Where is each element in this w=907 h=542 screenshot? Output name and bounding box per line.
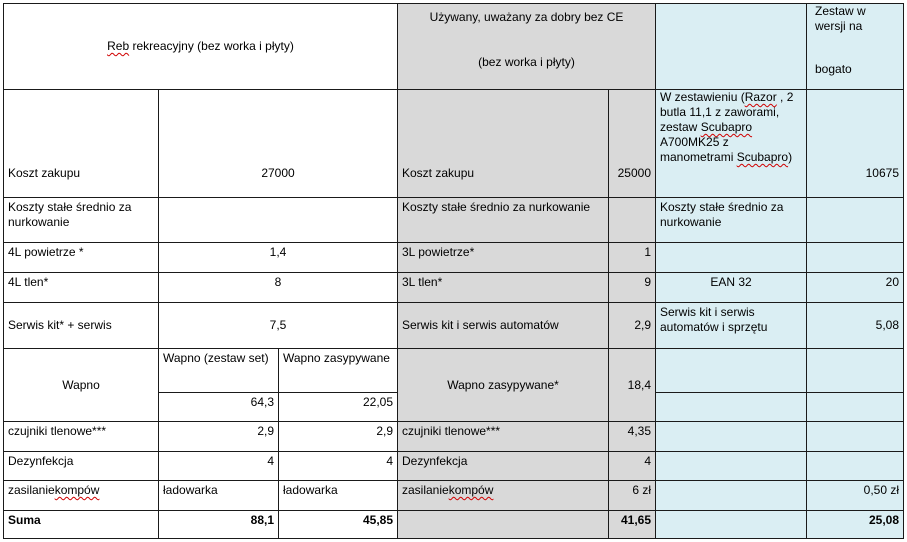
fixed-costs-used-label-text: Koszty stałe średnio za nurkowanie	[402, 200, 591, 214]
disinfection-v2-text: 4	[386, 454, 393, 468]
service-reb-value	[158, 302, 398, 349]
air-used-value-text: 1	[644, 245, 651, 259]
power-label-b: kompów	[54, 483, 100, 497]
fixed-costs-used-label	[397, 197, 609, 243]
set-desc-scubapro1: Scubapro	[700, 120, 753, 134]
total-set-value-text: 25,08	[868, 513, 899, 527]
purchase-reb-value-text: 27000	[261, 166, 295, 180]
fixed-costs-set-empty	[806, 197, 904, 243]
total-v1	[158, 510, 279, 539]
power-v2-text: ładowarka	[283, 483, 338, 497]
header-used	[397, 3, 656, 90]
sensors-label-text: czujniki tlenowe***	[8, 424, 107, 438]
sensors-v2-text: 2,9	[376, 424, 393, 438]
oxygen-label	[3, 272, 159, 303]
disinfection-label-text: Dezynfekcja	[8, 454, 74, 468]
set-title-line1: Zestaw w wersji na	[815, 4, 866, 33]
sensors-set-value-empty	[806, 421, 904, 452]
total-used-empty	[397, 510, 609, 539]
reb-title-rest: rekreacyjny (bez worka i płyty)	[129, 39, 294, 53]
disinfection-v1	[158, 451, 279, 481]
sensors-used-value-text: 4,35	[627, 424, 651, 438]
sensors-v1	[158, 421, 279, 452]
reb-word: Reb	[107, 39, 130, 53]
service-set-label	[655, 302, 807, 349]
oxygen-reb-value	[158, 272, 398, 303]
power-label	[3, 480, 159, 511]
header-set-desc	[655, 3, 807, 90]
service-used-value-text: 2,9	[634, 318, 651, 332]
total-set-value	[806, 510, 904, 539]
oxygen-set-label-text: EAN 32	[710, 275, 752, 289]
purchase-label-text: Koszt zakupu	[8, 166, 81, 180]
power-set-value-text: 0,50 zł	[863, 483, 899, 497]
fixed-costs-set-label	[655, 197, 807, 243]
set-desc-b: , 2 butla 11,1 z zaworami, zestaw	[660, 90, 794, 134]
purchase-used-label	[397, 89, 609, 198]
oxygen-reb-value-text: 8	[274, 275, 282, 289]
lime-set-empty-top	[655, 348, 807, 393]
power-set-empty	[655, 480, 807, 511]
oxygen-label-text: 4L tlen*	[8, 275, 49, 289]
sensors-used-label-text: czujniki tlenowe***	[402, 424, 501, 438]
total-used-value-text: 41,65	[620, 513, 651, 527]
total-v2	[278, 510, 398, 539]
lime-sub2-value-text: 22,05	[362, 395, 393, 409]
purchase-used-label-text: Koszt zakupu	[402, 166, 475, 180]
set-desc-a: W zestawieniu (	[660, 90, 745, 104]
header-reb	[3, 3, 398, 90]
lime-set-empty-top-value	[806, 348, 904, 393]
lime-sub1-value	[158, 392, 279, 422]
sensors-v2	[278, 421, 398, 452]
set-desc-c: A700MK25 z manometrami	[660, 135, 737, 164]
air-reb-value-text: 1,4	[269, 245, 287, 259]
total-v2-text: 45,85	[362, 513, 393, 527]
power-used-value-text: 6 zł	[632, 483, 651, 497]
set-desc-razor: Razor	[744, 90, 777, 104]
disinfection-v1-text: 4	[267, 454, 274, 468]
lime-set-empty-bottom-value	[806, 392, 904, 422]
disinfection-used-value	[608, 451, 656, 481]
total-label-text: Suma	[8, 513, 41, 527]
disinfection-set-value-empty	[806, 451, 904, 481]
total-used-value	[608, 510, 656, 539]
purchase-used-value-text: 25000	[617, 166, 651, 180]
lime-label-text: Wapno	[62, 377, 100, 392]
sensors-label	[3, 421, 159, 452]
service-used-value	[608, 302, 656, 349]
sensors-v1-text: 2,9	[257, 424, 274, 438]
purchase-label	[3, 89, 159, 198]
air-label	[3, 242, 159, 273]
set-desc-scubapro2: Scubapro	[736, 150, 789, 164]
header-set	[806, 3, 904, 90]
disinfection-set-empty	[655, 451, 807, 481]
sensors-used-value	[608, 421, 656, 452]
oxygen-set-value-text: 20	[885, 275, 899, 289]
purchase-used-value	[608, 89, 656, 198]
lime-used-label	[397, 348, 609, 422]
air-used-value	[608, 242, 656, 273]
power-used-label-b: kompów	[448, 483, 494, 497]
service-used-label-text: Serwis kit i serwis automatów	[402, 318, 559, 332]
service-label-text: Serwis kit* + serwis	[8, 318, 112, 332]
sensors-used-label	[397, 421, 609, 452]
power-label-a: zasilanie	[8, 483, 55, 497]
power-v2	[278, 480, 398, 511]
oxygen-used-label-text: 3L tlen*	[402, 275, 443, 289]
sensors-set-empty	[655, 421, 807, 452]
fixed-costs-label-text: Koszty stałe średnio za nurkowanie	[8, 200, 132, 229]
air-reb-value	[158, 242, 398, 273]
used-title-line1: Używany, uważany za dobry bez CE	[429, 10, 624, 24]
lime-used-value	[608, 348, 656, 422]
service-set-label-text: Serwis kit i serwis automatów i sprzętu	[660, 305, 768, 334]
oxygen-set-value	[806, 272, 904, 303]
service-label	[3, 302, 159, 349]
service-used-label	[397, 302, 609, 349]
fixed-costs-used-empty	[608, 197, 656, 243]
lime-sub2-value	[278, 392, 398, 422]
oxygen-used-label	[397, 272, 609, 303]
total-label	[3, 510, 159, 539]
air-label-text: 4L powietrze *	[8, 245, 84, 259]
air-set-value-empty	[806, 242, 904, 273]
disinfection-used-label	[397, 451, 609, 481]
lime-used-value-text: 18,4	[627, 377, 651, 392]
lime-sub1-label-text: Wapno (zestaw set)	[163, 351, 269, 365]
oxygen-used-value	[608, 272, 656, 303]
fixed-costs-reb-empty	[158, 197, 398, 243]
air-used-label-text: 3L powietrze*	[402, 245, 475, 259]
fixed-costs-set-label-text: Koszty stałe średnio za nurkowanie	[660, 200, 784, 229]
used-title-line2: (bez worka i płyty)	[478, 55, 575, 69]
total-set-empty	[655, 510, 807, 539]
set-title-line2: bogato	[815, 62, 852, 76]
lime-sub2-label	[278, 348, 398, 393]
service-set-value-text: 5,08	[875, 318, 899, 332]
fixed-costs-label	[3, 197, 159, 243]
set-desc-d: )	[788, 150, 793, 164]
power-v1	[158, 480, 279, 511]
power-used-label-a: zasilanie	[402, 483, 449, 497]
purchase-set-value	[806, 89, 904, 198]
disinfection-v2	[278, 451, 398, 481]
lime-sub1-label	[158, 348, 279, 393]
lime-sub1-value-text: 64,3	[250, 395, 274, 409]
lime-label	[3, 348, 159, 422]
disinfection-used-value-text: 4	[644, 454, 651, 468]
purchase-set-value-text: 10675	[865, 166, 899, 180]
power-used-value	[608, 480, 656, 511]
purchase-reb-value	[158, 89, 398, 198]
oxygen-used-value-text: 9	[644, 275, 651, 289]
total-v1-text: 88,1	[250, 513, 274, 527]
purchase-set-desc	[655, 89, 807, 198]
power-v1-text: ładowarka	[163, 483, 218, 497]
lime-sub2-label-text: Wapno zasypywane	[283, 351, 390, 365]
disinfection-label	[3, 451, 159, 481]
air-set-empty	[655, 242, 807, 273]
service-set-value	[806, 302, 904, 349]
lime-set-empty-bottom	[655, 392, 807, 422]
disinfection-used-label-text: Dezynfekcja	[402, 454, 468, 468]
lime-used-label-text: Wapno zasypywane*	[447, 377, 559, 392]
air-used-label	[397, 242, 609, 273]
oxygen-set-label	[655, 272, 807, 303]
power-used-label	[397, 480, 609, 511]
service-reb-value-text: 7,5	[269, 318, 287, 332]
power-set-value	[806, 480, 904, 511]
